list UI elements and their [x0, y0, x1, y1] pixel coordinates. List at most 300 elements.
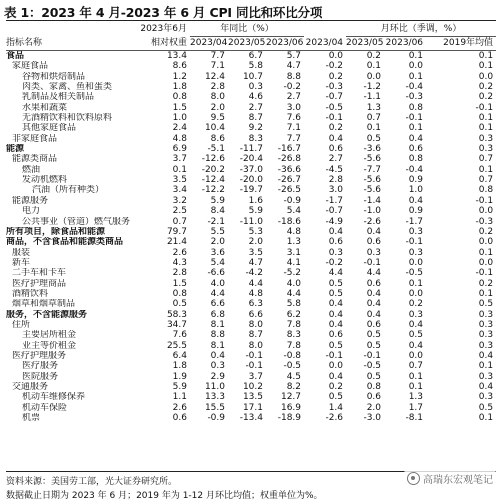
weight-group-label: 2023年6月 — [140, 24, 187, 35]
mom-cell: 0.7 — [478, 175, 494, 186]
table-row — [6, 103, 496, 113]
yoy-cell: 6.7 — [248, 51, 263, 61]
table-row — [6, 289, 496, 299]
mom-cell: -0.1 — [405, 113, 424, 124]
yoy-cell: -12.2 — [201, 185, 225, 196]
table-row — [6, 237, 496, 247]
table-body — [6, 51, 496, 424]
mom-cell: 0.9 — [408, 206, 424, 217]
row-label: 医疗护理服务 — [12, 350, 67, 361]
table-row — [6, 268, 496, 278]
mom-cell: -0.3 — [325, 82, 344, 93]
table-row — [6, 134, 496, 144]
item-label-header: 指标名称 — [6, 37, 134, 51]
yoy-col-header: 2023/06 — [266, 37, 304, 51]
yoy-cell: 0.3 — [210, 361, 225, 372]
mom-cell: -3.0 — [363, 413, 382, 424]
yoy-cell: 3.1 — [286, 247, 302, 258]
yoy-cell: -20.2 — [201, 164, 225, 175]
row-label: 酒精饮料 — [12, 288, 49, 299]
cpi-table — [6, 22, 496, 423]
mom-cell: 1.3 — [408, 392, 424, 403]
mom-cell: -0.1 — [475, 195, 494, 206]
yoy-cell: 6.3 — [248, 299, 263, 310]
mom-cell: 0.0 — [408, 257, 424, 268]
mom-cell: -0.7 — [325, 92, 344, 103]
mom-cell: 0.8 — [478, 185, 494, 196]
mom-cell: 0.0 — [328, 51, 344, 61]
table-row — [6, 382, 496, 392]
weight-cell: 0.7 — [172, 216, 187, 227]
header-row-columns — [6, 37, 496, 51]
yoy-cell: 8.7 — [248, 113, 263, 124]
yoy-cell: -18.9 — [277, 413, 302, 424]
mom-cell: 0.3 — [366, 247, 382, 258]
yoy-cell: 0.3 — [248, 82, 263, 93]
yoy-cell: 4.1 — [286, 257, 302, 268]
mom-cell: 0.3 — [478, 144, 494, 155]
yoy-cell: -11.7 — [239, 144, 263, 155]
weight-cell: 58.3 — [166, 309, 187, 320]
yoy-cell: 5.9 — [248, 206, 263, 217]
yoy-cell: 4.5 — [286, 371, 302, 382]
mom-cell: 1.3 — [366, 102, 382, 113]
yoy-cell: -0.1 — [245, 350, 263, 361]
mom-cell: 0.4 — [478, 350, 494, 361]
mom-cell: 0.1 — [478, 164, 494, 175]
yoy-cell: 3.5 — [248, 247, 263, 258]
mom-cell: 0.5 — [328, 340, 344, 351]
yoy-cell: 4.8 — [286, 226, 302, 237]
row-label: 业主等价租金 — [22, 340, 77, 351]
data-note: 数据截止日期为 2023 年 6 月；2019 年为 1-12 月环比均值；权重单位为%。 — [6, 491, 323, 501]
mom-cell: 0.3 — [408, 247, 424, 258]
mom-cell: 1.4 — [328, 402, 344, 413]
table-row — [6, 92, 496, 102]
yoy-cell: -19.7 — [239, 185, 263, 196]
yoy-cell: -4.2 — [245, 268, 263, 279]
mom-cell: 0.2 — [478, 278, 494, 289]
row-label: 汽油（所有种类） — [32, 185, 105, 196]
yoy-cell: 4.0 — [210, 278, 225, 289]
yoy-cell: 5.9 — [210, 195, 225, 206]
table-row — [6, 361, 496, 371]
table-row — [6, 372, 496, 382]
row-label: 乳制品及相关制品 — [22, 92, 95, 103]
mom-cell: -0.1 — [363, 350, 382, 361]
yoy-cell: 8.6 — [210, 133, 225, 144]
mom-cell: -0.1 — [475, 102, 494, 113]
weight-cell: 2.8 — [172, 268, 187, 279]
mom-cell: 2.0 — [366, 402, 382, 413]
yoy-cell: 5.5 — [210, 226, 225, 237]
mom-cell: 0.1 — [408, 382, 424, 392]
mom-cell: 0.7 — [478, 154, 494, 165]
mom-cell: 0.4 — [408, 195, 424, 206]
yoy-cell: 13.3 — [204, 392, 225, 403]
yoy-cell: 7.8 — [286, 340, 302, 351]
yoy-cell: 8.0 — [248, 319, 263, 330]
yoy-cell: -0.5 — [283, 361, 302, 372]
yoy-cell: 10.7 — [242, 71, 263, 82]
mom-cell: 0.4 — [366, 226, 382, 237]
table-row — [6, 248, 496, 258]
row-label: 医疗服务 — [22, 361, 59, 372]
row-label: 能源 — [6, 144, 25, 155]
weight-cell: 1.8 — [172, 82, 187, 93]
yoy-cell: -0.2 — [283, 82, 302, 93]
mom-cell: -8.1 — [405, 413, 424, 424]
yoy-cell: 8.0 — [248, 340, 263, 351]
mom-cell: -1.0 — [363, 206, 382, 217]
yoy-cell: 2.0 — [210, 102, 225, 113]
mom-cell: 0.6 — [408, 144, 424, 155]
row-label: 二手车和卡车 — [12, 268, 67, 279]
yoy-cell: 7.1 — [286, 123, 302, 134]
table-row — [6, 351, 496, 361]
yoy-col-header: 2023/05 — [228, 37, 266, 51]
watermark — [404, 470, 496, 487]
yoy-cell: 8.3 — [286, 330, 302, 341]
yoy-cell: -6.6 — [207, 268, 225, 279]
mom-cell: 0.1 — [478, 361, 494, 372]
mom-cell: -0.3 — [475, 216, 494, 227]
table-row — [6, 258, 496, 268]
mom-cell: 0.3 — [478, 309, 494, 320]
yoy-cell: 11.0 — [204, 382, 225, 392]
yoy-cell: 4.0 — [286, 278, 302, 289]
row-label: 电力 — [22, 206, 41, 217]
yoy-cell: -13.4 — [239, 413, 263, 424]
mom-col-header: 2019年均值 — [426, 37, 496, 51]
yoy-cell: 4.4 — [210, 288, 225, 299]
mom-cell: 0.4 — [408, 340, 424, 351]
row-label: 服务，不含能源服务 — [6, 309, 88, 320]
mom-cell: 0.6 — [328, 237, 344, 248]
mom-cell: 0.5 — [408, 330, 424, 341]
yoy-cell: 8.1 — [210, 319, 225, 330]
mom-cell: 0.1 — [478, 123, 494, 134]
header-row-groups — [6, 22, 496, 37]
weight-cell: 2.4 — [172, 123, 187, 134]
mom-cell: 0.1 — [408, 278, 424, 289]
mom-cell: 0.1 — [478, 288, 494, 299]
table-row — [6, 227, 496, 237]
source-note: 资料来源：美国劳工部，光大证券研究所。 — [6, 477, 178, 487]
yoy-cell: -37.0 — [239, 164, 263, 175]
mom-cell: 0.1 — [478, 113, 494, 124]
mom-cell: 0.8 — [408, 154, 424, 165]
mom-cell: 0.5 — [328, 392, 344, 403]
mom-cell: 0.0 — [478, 257, 494, 268]
yoy-cell: 7.7 — [210, 51, 225, 61]
mom-cell: 0.1 — [366, 123, 382, 134]
table-row — [6, 82, 496, 92]
mom-cell: -0.4 — [405, 164, 424, 175]
table-row — [6, 403, 496, 413]
weight-cell: 1.5 — [172, 102, 187, 113]
mom-cell: 0.6 — [366, 237, 382, 248]
mom-cell: -5.6 — [363, 154, 382, 165]
weight-cell: 6.4 — [172, 350, 187, 361]
mom-cell: 0.7 — [366, 113, 382, 124]
yoy-cell: 5.3 — [248, 226, 263, 237]
mom-cell: 0.5 — [366, 371, 382, 382]
table-row — [6, 154, 496, 164]
mom-cell: 0.6 — [328, 144, 344, 155]
weight-cell: 0.5 — [172, 299, 187, 310]
mom-cell: 0.7 — [408, 361, 424, 372]
row-label: 医疗护理商品 — [12, 278, 67, 289]
mom-cell: 0.1 — [478, 51, 494, 61]
mom-cell: 0.4 — [328, 319, 344, 330]
yoy-cell: 17.1 — [242, 402, 263, 413]
row-label: 住所 — [12, 319, 31, 330]
yoy-cell: -0.9 — [283, 195, 302, 206]
table-row — [6, 144, 496, 154]
row-label: 商品，不含食品和能源类商品 — [6, 237, 124, 248]
table-row — [6, 72, 496, 82]
row-label: 谷物和烘焙制品 — [22, 71, 86, 82]
row-label: 机动车维修保养 — [22, 392, 86, 403]
mom-cell: 0.6 — [366, 319, 382, 330]
row-label: 非家庭食品 — [12, 133, 58, 144]
mom-cell: 0.4 — [328, 309, 344, 320]
mom-cell: 0.1 — [366, 61, 382, 72]
row-label: 能源服务 — [12, 195, 49, 206]
table-row — [6, 413, 496, 423]
yoy-cell: 1.6 — [248, 195, 263, 206]
yoy-cell: -18.6 — [277, 216, 302, 227]
mom-cell: 0.9 — [408, 175, 424, 186]
mom-cell: 0.3 — [478, 392, 494, 403]
yoy-cell: -36.6 — [277, 164, 302, 175]
weight-cell: 1.8 — [172, 361, 187, 372]
mom-cell: 0.2 — [478, 82, 494, 93]
mom-cell: 0.3 — [408, 226, 424, 237]
yoy-cell: 4.6 — [248, 92, 263, 103]
yoy-cell: -5.2 — [283, 268, 302, 279]
yoy-cell: -26.8 — [277, 154, 302, 165]
table-row — [6, 341, 496, 351]
mom-cell: 0.1 — [478, 413, 494, 424]
yoy-cell: 12.7 — [280, 392, 302, 403]
mom-col-header: 2023/06 — [384, 37, 426, 51]
mom-cell: 0.4 — [328, 226, 344, 237]
mom-cell: 0.6 — [366, 392, 382, 403]
mom-cell: 0.3 — [478, 133, 494, 144]
mom-cell: 0.4 — [366, 299, 382, 310]
mom-cell: 0.3 — [328, 247, 344, 258]
mom-cell: -0.3 — [405, 92, 424, 103]
yoy-cell: 5.8 — [248, 61, 263, 72]
mom-cell: -0.1 — [405, 237, 424, 248]
mom-cell: 0.4 — [328, 371, 344, 382]
mom-cell: 0.3 — [408, 309, 424, 320]
weight-cell: 2.6 — [172, 247, 187, 258]
weight-cell: 0.8 — [172, 288, 187, 299]
table-row — [6, 51, 496, 62]
yoy-cell: 7.6 — [286, 113, 302, 124]
mom-cell: 0.8 — [366, 382, 382, 392]
yoy-cell: 16.9 — [280, 402, 302, 413]
weight-cell: 3.5 — [172, 175, 187, 186]
weight-cell: 2.5 — [172, 206, 187, 217]
yoy-col-header: 2023/04 — [190, 37, 228, 51]
mom-cell: 0.8 — [408, 102, 424, 113]
yoy-cell: -26.5 — [277, 185, 302, 196]
table-row — [6, 185, 496, 195]
mom-cell: 0.1 — [408, 371, 424, 382]
mom-cell: 0.4 — [408, 319, 424, 330]
yoy-cell: 10.4 — [204, 123, 225, 134]
yoy-cell: -5.1 — [207, 144, 225, 155]
yoy-cell: 7.8 — [286, 319, 302, 330]
mom-cell: 0.5 — [478, 299, 494, 310]
yoy-cell: 8.8 — [210, 330, 225, 341]
yoy-cell: 8.3 — [248, 133, 263, 144]
table-row — [6, 392, 496, 402]
mom-cell: 2.7 — [328, 154, 344, 165]
mom-cell: 0.5 — [478, 402, 494, 413]
table-row — [6, 175, 496, 185]
table-row — [6, 123, 496, 133]
mom-cell: 0.0 — [366, 71, 382, 82]
table-row — [6, 330, 496, 340]
row-label: 新车 — [12, 257, 31, 268]
weight-cell: 0.6 — [172, 413, 187, 424]
yoy-cell: 10.2 — [242, 382, 263, 392]
mom-cell: 0.0 — [478, 237, 494, 248]
yoy-cell: 2.9 — [210, 371, 225, 382]
mom-cell: 0.0 — [328, 361, 344, 372]
yoy-cell: 2.7 — [248, 102, 263, 113]
yoy-cell: -11.0 — [239, 216, 263, 227]
yoy-cell: 8.8 — [286, 71, 302, 82]
weight-cell: 79.7 — [166, 226, 187, 237]
mom-cell: 0.4 — [366, 309, 382, 320]
mom-cell: 0.2 — [328, 71, 344, 82]
mom-cell: 0.1 — [408, 51, 424, 61]
yoy-cell: 4.8 — [248, 288, 263, 299]
mom-cell: 4.4 — [366, 268, 382, 279]
yoy-cell: 7.1 — [210, 61, 225, 72]
mom-cell: -0.4 — [405, 82, 424, 93]
mom-cell: 0.0 — [478, 71, 494, 82]
yoy-cell: 4.7 — [286, 61, 302, 72]
yoy-cell: 4.4 — [248, 278, 263, 289]
mom-cell: -1.4 — [363, 195, 382, 206]
row-label: 机动车保险 — [22, 402, 68, 413]
table-row — [6, 310, 496, 320]
table-row — [6, 113, 496, 123]
yoy-cell: 5.8 — [286, 299, 302, 310]
yoy-cell: 3.6 — [210, 247, 225, 258]
mom-cell: -4.5 — [325, 164, 344, 175]
mom-cell: 0.4 — [408, 133, 424, 144]
yoy-cell: 13.5 — [242, 392, 263, 403]
weight-cell: 7.6 — [172, 330, 187, 341]
table-row — [6, 61, 496, 71]
mom-cell: -0.2 — [325, 61, 344, 72]
table-title: 表 1：2023 年 4 月-2023 年 6 月 CPI 同比和环比分项 — [4, 5, 323, 20]
mom-cell: 0.4 — [328, 133, 344, 144]
mom-cell: -4.9 — [325, 216, 344, 227]
weight-cell: 13.4 — [166, 51, 187, 61]
mom-cell: 0.1 — [478, 61, 494, 72]
row-label: 所有项目，除食品和能源 — [6, 226, 106, 237]
yoy-cell: 2.8 — [210, 82, 225, 93]
yoy-cell: -0.9 — [207, 413, 225, 424]
yoy-cell: 8.0 — [210, 92, 225, 103]
weight-cell: 0.8 — [172, 92, 187, 103]
row-label: 其他家庭食品 — [22, 123, 77, 134]
mom-cell: 0.3 — [478, 340, 494, 351]
yoy-cell: -20.4 — [239, 154, 263, 165]
weight-cell: 6.9 — [172, 144, 187, 155]
yoy-group-label: 年同比（%） — [190, 22, 304, 37]
mom-cell: 0.3 — [478, 371, 494, 382]
mom-cell: -1.7 — [325, 195, 344, 206]
yoy-cell: -16.7 — [277, 144, 302, 155]
row-label: 家庭食品 — [12, 61, 49, 72]
row-label: 交通服务 — [12, 382, 49, 392]
mom-cell: 0.1 — [408, 71, 424, 82]
table-row — [6, 299, 496, 309]
weight-cell: 1.9 — [172, 371, 187, 382]
row-label: 肉类、家禽、鱼和蛋类 — [22, 82, 113, 93]
mom-cell: 1.0 — [408, 185, 424, 196]
mom-cell: 0.4 — [478, 382, 494, 392]
mom-cell: 0.1 — [478, 247, 494, 258]
table-row — [6, 279, 496, 289]
weight-cell: 1.2 — [172, 71, 187, 82]
weight-cell: 3.2 — [172, 195, 187, 206]
yoy-cell: 9.2 — [248, 123, 263, 134]
yoy-cell: 2.0 — [210, 237, 225, 248]
mom-cell: 0.1 — [408, 123, 424, 134]
mom-cell: -0.1 — [475, 268, 494, 279]
yoy-cell: 1.3 — [286, 237, 302, 248]
mom-cell: -3.6 — [363, 144, 382, 155]
row-label: 公共事业（管道）燃气服务 — [22, 216, 131, 227]
mom-cell: -5.6 — [363, 185, 382, 196]
yoy-cell: 5.4 — [210, 257, 225, 268]
yoy-cell: 8.1 — [210, 340, 225, 351]
yoy-cell: 5.4 — [286, 206, 302, 217]
table-row — [6, 217, 496, 227]
mom-cell: 0.5 — [366, 330, 382, 341]
mom-cell: 0.0 — [478, 206, 494, 217]
mom-cell: 4.4 — [328, 268, 344, 279]
yoy-cell: 6.6 — [248, 309, 263, 320]
mom-cell: 0.2 — [408, 299, 424, 310]
weight-cell: 34.7 — [166, 319, 187, 330]
mom-cell: -0.1 — [363, 257, 382, 268]
row-label: 服装 — [12, 247, 31, 258]
table-row — [6, 196, 496, 206]
mom-cell: 1.7 — [408, 402, 424, 413]
mom-cell: 0.5 — [366, 340, 382, 351]
mom-cell: 0.5 — [328, 288, 344, 299]
row-label: 医院服务 — [22, 371, 59, 382]
mom-cell: 0.2 — [328, 382, 344, 392]
yoy-cell: 8.2 — [286, 382, 302, 392]
yoy-cell: 5.7 — [286, 51, 302, 61]
table-row — [6, 320, 496, 330]
yoy-cell: 8.4 — [210, 206, 225, 217]
yoy-cell: 12.4 — [204, 71, 225, 82]
